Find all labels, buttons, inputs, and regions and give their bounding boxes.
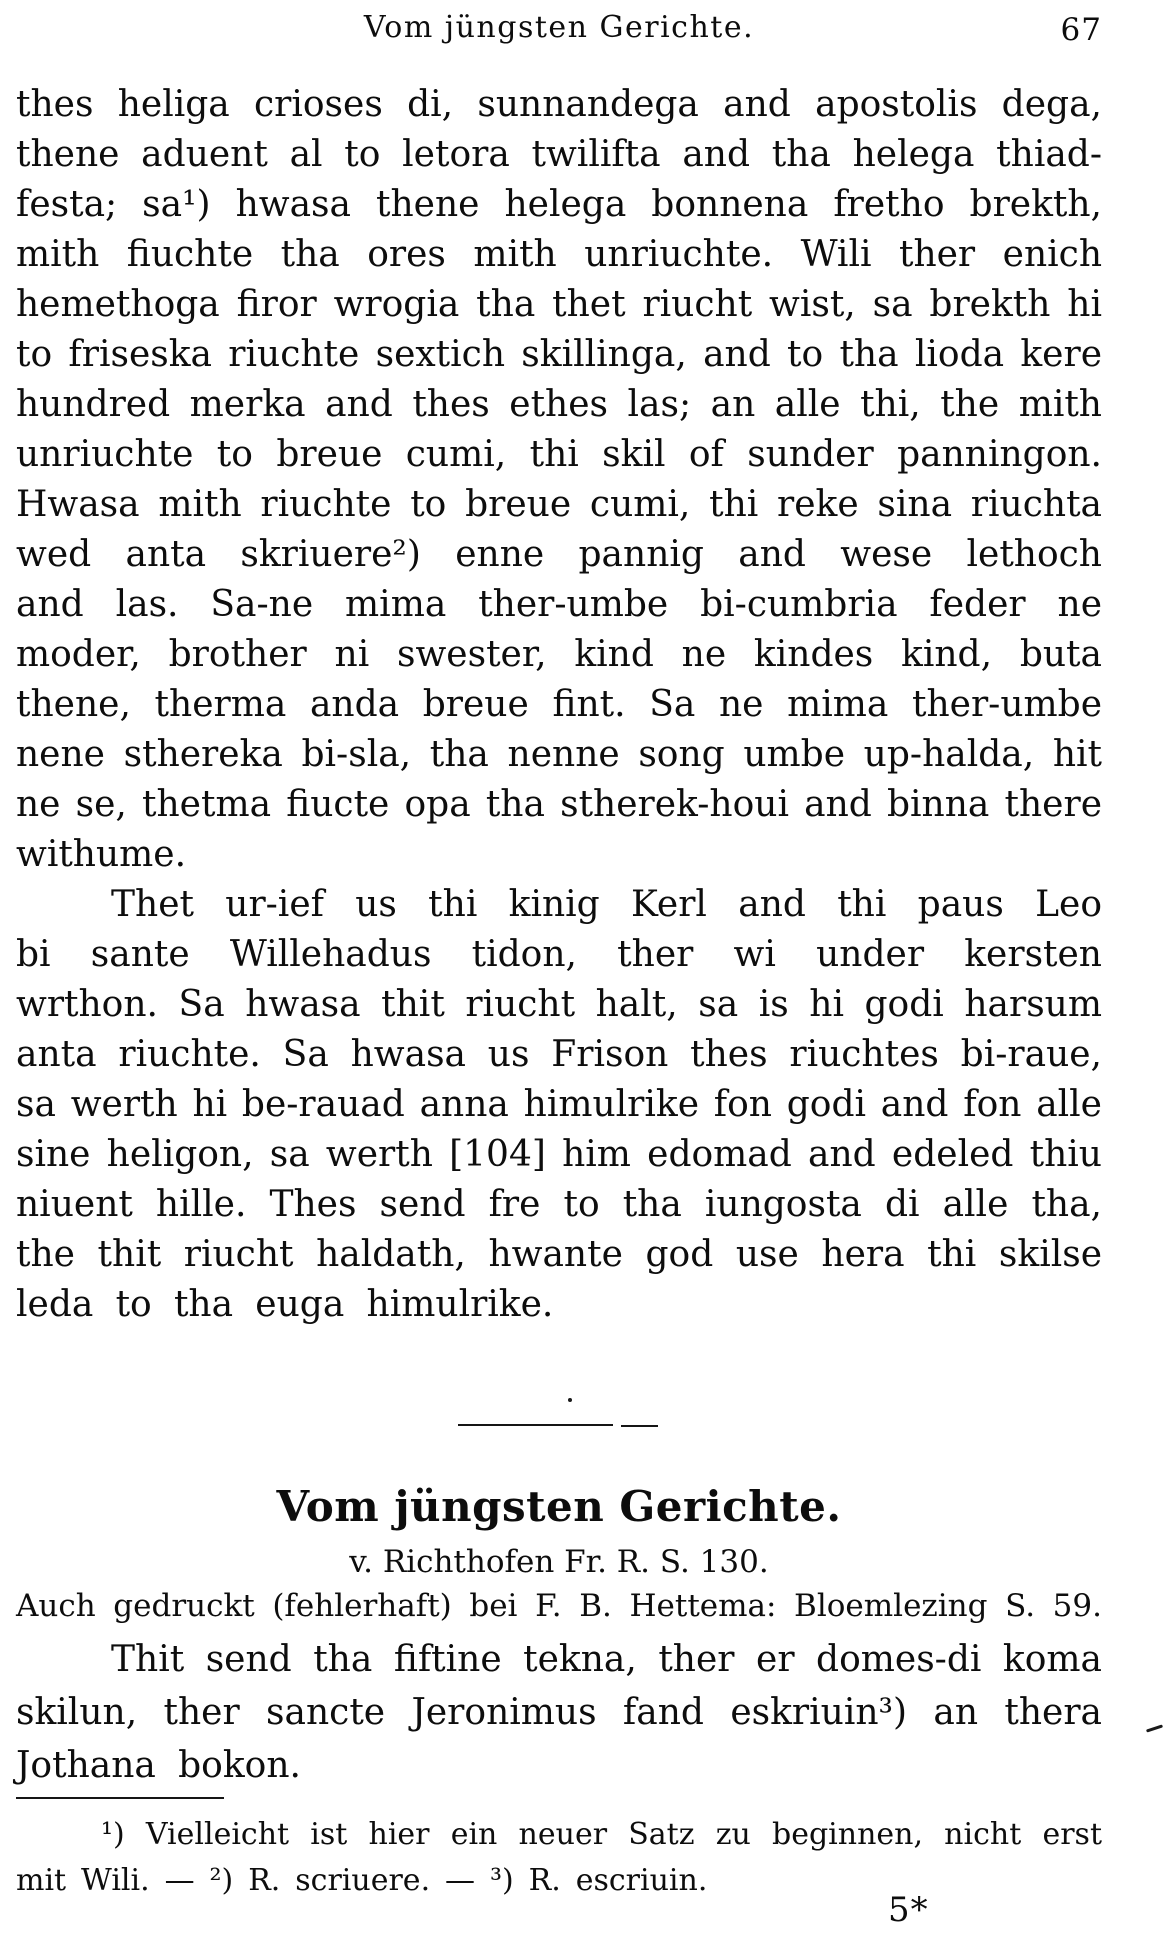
section-reference: v. Richthofen Fr. R. S. 130. <box>349 1544 769 1580</box>
text-line: thene, therma anda breue fint. Sa ne mima ther-umbe <box>16 684 1102 725</box>
text-line: moder, brother ni swester, kind ne kindes kind, buta <box>16 634 1102 675</box>
text-line: withume. <box>16 834 187 875</box>
page-number: 67 <box>1060 12 1102 48</box>
text-line: wed anta skriuere²) enne pannig and wese lethoch <box>16 534 1102 575</box>
text-line: Thet ur-ief us thi kinig Kerl and thi paus Leo <box>111 884 1102 925</box>
print-note: Auch gedruckt (fehlerhaft) bei F. B. Hettema: Bloemlezing S. 59. <box>16 1588 1102 1624</box>
footnote-line: mit Wili. — ²) R. scriuere. — ³) R. escriuin. <box>16 1863 708 1898</box>
text-line: Hwasa mith riuchte to breue cumi, thi reke sina riuchta <box>16 484 1102 525</box>
running-head <box>16 10 1102 54</box>
text-line: sa werth hi be-rauad anna himulrike fon godi and fon alle <box>16 1084 1102 1125</box>
text-line: niuent hille. Thes send fre to tha iungosta di alle tha, <box>16 1184 1102 1225</box>
text-line: festa; sa¹) hwasa thene helega bonnena fretho brekth, <box>16 184 1102 225</box>
running-head-title: Vom jüngsten Gerichte. <box>363 10 755 45</box>
text-line: hundred merka and thes ethes las; an alle thi, the mith <box>16 384 1102 425</box>
paragraph-2 <box>16 880 1102 1330</box>
footnote-rule <box>16 1797 224 1799</box>
text-line: leda to tha euga himulrike. <box>16 1284 554 1325</box>
text-line: Jothana bokon. <box>16 1745 301 1786</box>
text-line: unriuchte to breue cumi, thi skil of sunder panningon. <box>16 434 1102 475</box>
text-line: to friseska riuchte sextich skillinga, and to tha lioda kere <box>16 334 1102 375</box>
footnote-line: ¹) Vielleicht ist hier ein neuer Satz zu beginnen, nicht erst <box>101 1817 1102 1852</box>
text-line: bi sante Willehadus tidon, ther wi under kersten <box>16 934 1102 975</box>
section-divider <box>458 1424 658 1427</box>
text-line: skilun, ther sancte Jeronimus fand eskriuin³) an thera <box>16 1692 1102 1733</box>
text-line: sine heligon, sa werth [104] him edomad and edeled thiu <box>16 1134 1102 1175</box>
divider-segment <box>458 1424 613 1426</box>
text-line: mith fiuchte tha ores mith unriuchte. Wili ther enich <box>16 234 1102 275</box>
ink-artifact <box>568 1398 572 1402</box>
text-line: anta riuchte. Sa hwasa us Frison thes riuchtes bi-raue, <box>16 1034 1102 1075</box>
text-line: nene sthereka bi-sla, tha nenne song umbe up-halda, hit <box>16 734 1102 775</box>
paragraph-3 <box>16 1633 1102 1792</box>
footnotes-block <box>16 1812 1102 1904</box>
ink-artifact <box>1146 1724 1163 1732</box>
text-line: and las. Sa-ne mima ther-umbe bi-cumbria feder ne <box>16 584 1102 625</box>
text-line: thes heliga crioses di, sunnandega and apostolis dega, <box>16 84 1102 125</box>
section-title: Vom jüngsten Gerichte. <box>276 1482 842 1531</box>
text-line: wrthon. Sa hwasa thit riucht halt, sa is hi godi harsum <box>16 984 1102 1025</box>
signature-mark: 5* <box>888 1890 929 1930</box>
text-line: hemethoga firor wrogia tha thet riucht wist, sa brekth hi <box>16 284 1102 325</box>
divider-segment <box>621 1425 658 1427</box>
text-line: ne se, thetma fiucte opa tha stherek-houi and binna there <box>16 784 1102 825</box>
text-line: Thit send tha fiftine tekna, ther er domes-di koma <box>111 1639 1102 1680</box>
text-line: thene aduent al to letora twilifta and tha helega thiad- <box>16 134 1102 175</box>
text-line: the thit riucht haldath, hwante god use hera thi skilse <box>16 1234 1102 1275</box>
paragraph-1 <box>16 80 1102 880</box>
